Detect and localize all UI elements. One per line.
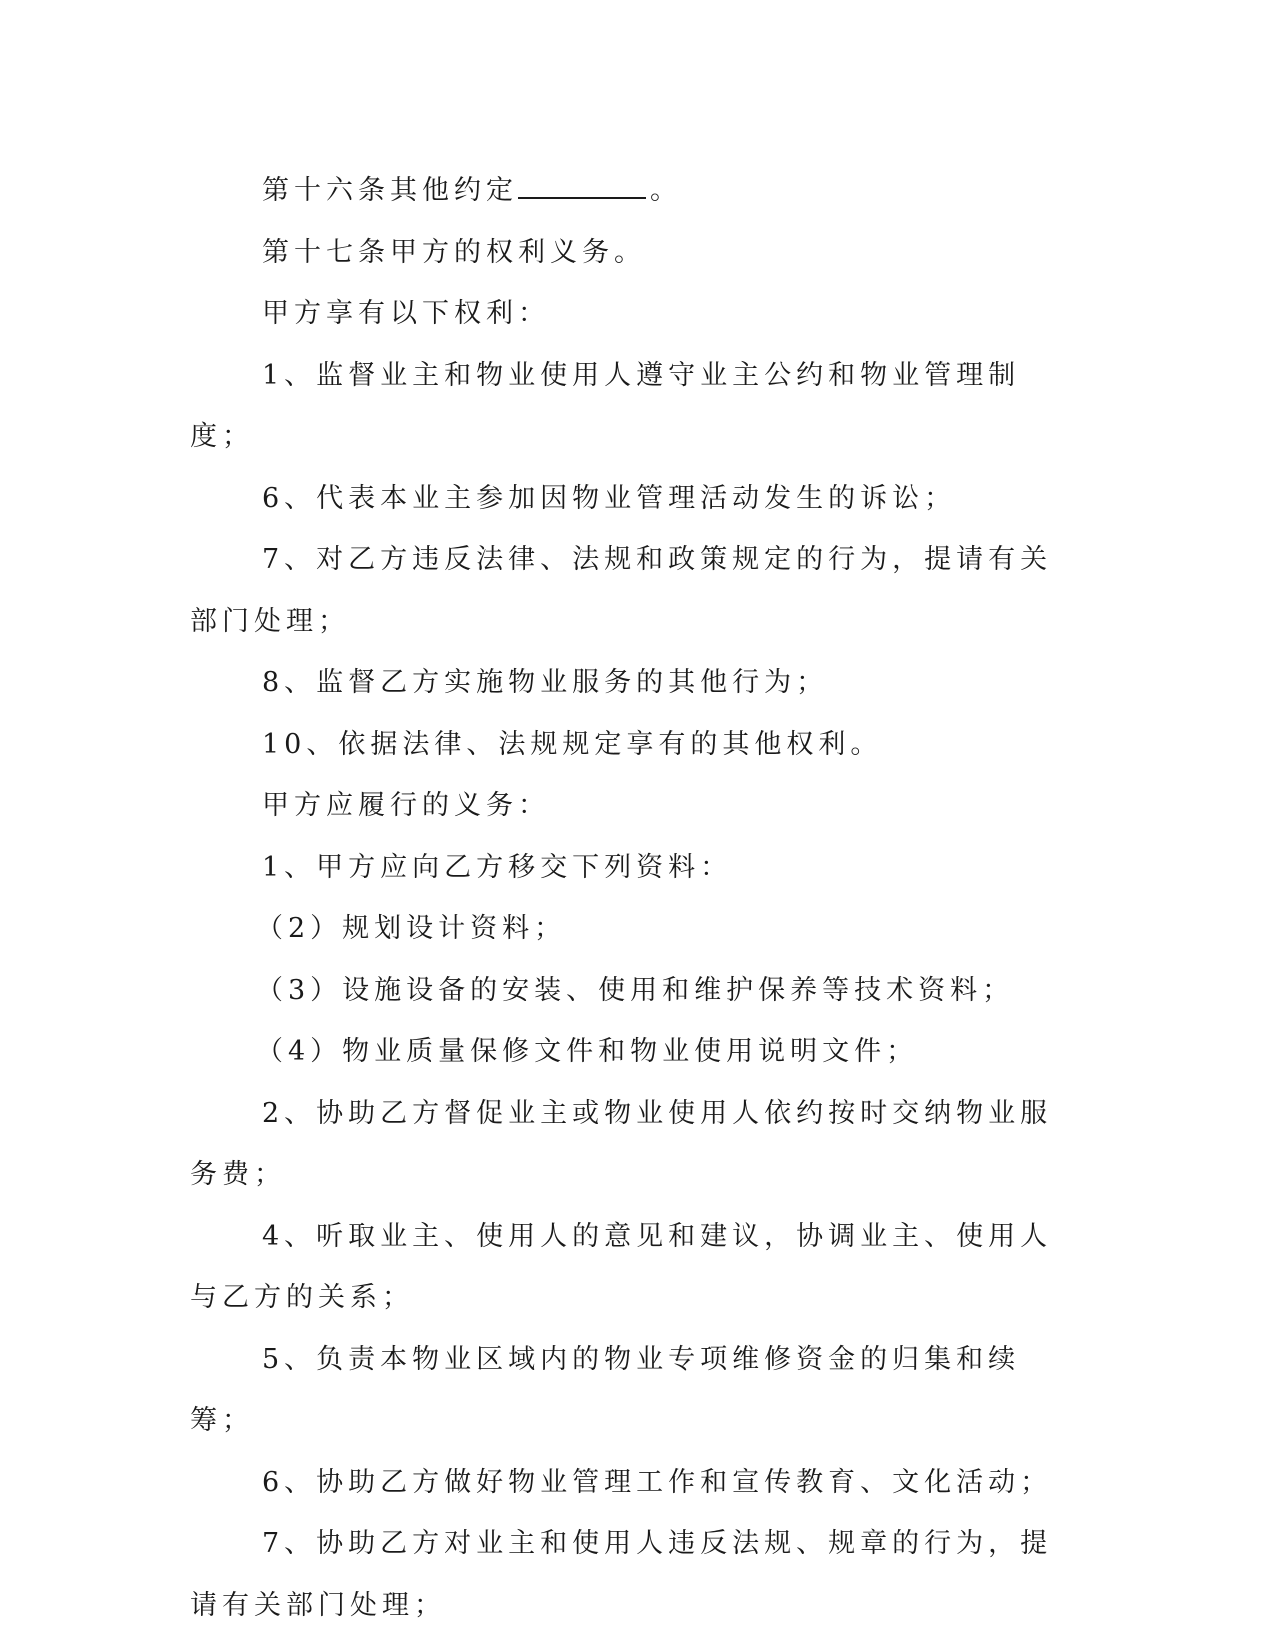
obligations-item: 5、负责本物业区域内的物业专项维修资金的归集和续筹； — [190, 1343, 1021, 1436]
rights-item: 1、监督业主和物业使用人遵守业主公约和物业管理制度； — [190, 359, 1021, 452]
obligations-item: 6、协助乙方做好物业管理工作和宣传教育、文化活动； — [262, 1466, 1053, 1498]
obligations-item: 7、协助乙方对业主和使用人违反法规、规章的行为，提请有关部门处理； — [190, 1528, 1053, 1621]
party-a-obligations-heading: 甲方应履行的义务： — [262, 790, 550, 821]
clause-17-heading: 第十七条甲方的权利义务。 — [262, 236, 646, 268]
party-a-rights-heading: 甲方享有以下权利： — [262, 298, 550, 329]
obligations-item: 2、协助乙方督促业主或物业使用人依约按时交纳物业服务费； — [190, 1097, 1053, 1190]
obligations-item: 1、甲方应向乙方移交下列资料： — [262, 851, 733, 883]
rights-item: 7、对乙方违反法律、法规和政策规定的行为，提请有关部门处理； — [190, 544, 1053, 637]
rights-item: 6、代表本业主参加因物业管理活动发生的诉讼； — [262, 482, 957, 514]
rights-item: 8、监督乙方实施物业服务的其他行为； — [262, 667, 829, 698]
clause-16-other-agreements — [190, 160, 1060, 222]
obligations-item: 4、听取业主、使用人的意见和建议，协调业主、使用人与乙方的关系； — [190, 1220, 1053, 1313]
fill-in-blank — [518, 173, 646, 199]
document-body — [190, 160, 1060, 1636]
clause-16-end: 。 — [650, 175, 682, 206]
obligations-subitem: （3）设施设备的安装、使用和维护保养等技术资料； — [256, 974, 1015, 1006]
rights-item: 10、依据法律、法规规定享有的其他权利。 — [262, 728, 883, 760]
clause-16-text: 第十六条其他约定 — [262, 175, 518, 206]
obligations-subitem: （4）物业质量保修文件和物业使用说明文件； — [256, 1036, 919, 1067]
obligations-subitem: （2）规划设计资料； — [256, 913, 567, 944]
